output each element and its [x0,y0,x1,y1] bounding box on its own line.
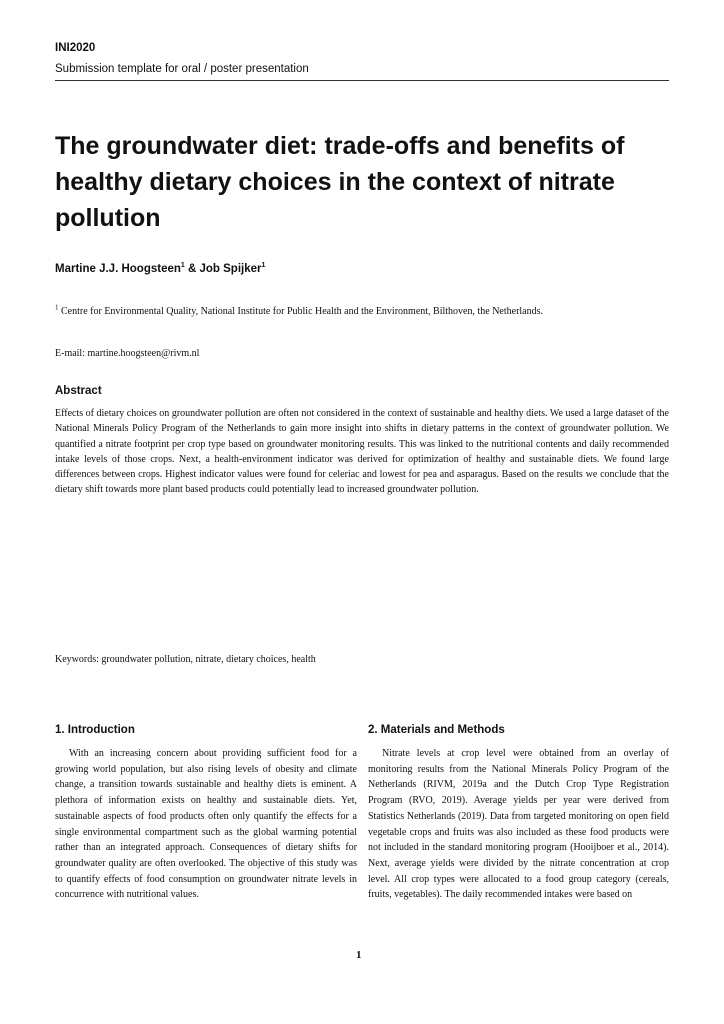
header-divider [55,80,669,81]
methods-body: Nitrate levels at crop level were obtained from an overlay of monitoring results from the National Minerals Policy Program of the Netherlands (RIVM, 2019a and the Dutch Crop Type Registration Program (RVO, 2019). Average yields per year were derived from Statistics Netherlands (2019). Data from targeted monitoring on open field vegetable crops and fruits was also included as these food products were not included in the standard monitoring program (Hooijboer et al., 2014). Next, average yields were divided by the nitrate concentration at crop level. All crop types were allocated to a food group category (cereals, fruits, vegetables). The daily recommended intakes were based on [368,748,669,901]
abstract-body: Effects of dietary choices on groundwater pollution are often not considered in the context of sustainable and healthy diets. We used a large dataset of the National Minerals Policy Program of the Netherlands to gain more insight into shifts in dietary patterns in the context of groundwater pollution. We quantified a nitrate footprint per crop type based on groundwater monitoring results. This was linked to the nutritional contents and daily recommended intake levels of those crops. Next, a health-environment indicator was derived for optimization of healthy and sustainable diets. We found large differences between crops. Highest indicator values were found for celeriac and lowest for pea and asparagus. Based on the results we conclude that the dietary shift towards more plant based products could potentially lead to increased groundwater pollution. [55,408,669,496]
page-number: 1 [356,949,362,961]
affiliation-text: Centre for Environmental Quality, National Institute for Public Health and the Environment, Bilthoven, the Netherlands. [61,306,544,317]
author-line [55,263,265,275]
abstract-heading: Abstract [55,385,102,397]
affiliation-mark: 1 [55,303,59,312]
author-1-affiliation-mark: 1 [180,262,185,270]
introduction-heading: 1. Introduction [55,724,135,736]
contact-email: E-mail: martine.hoogsteen@rivm.nl [55,348,200,359]
template-subtitle: Submission template for oral / poster presentation [55,63,309,75]
paper-title: The groundwater diet: trade-offs and benefits of healthy dietary choices in the context of nitrate pollution [55,132,625,232]
keywords: Keywords: groundwater pollution, nitrate, dietary choices, health [55,654,316,665]
author-1-name: Martine J.J. Hoogsteen [55,263,181,275]
author-separator: & [184,263,200,275]
author-2-name: Job Spijker [199,263,262,275]
introduction-body: With an increasing concern about providing sufficient food for a growing world population, but also rising levels of obesity and climate change, a transition towards sustainable and healthy diets is eminent. A plethora of information exists on healthy and sustainable diets. Yet, sustainable aspects of food products often only quantify the effects for a single environmental compartment such as the global warming potential rather than an integrated approach. Consequences of dietary shifts for groundwater quality are often overlooked. The objective of this study was to quantify effects of food consumption on groundwater nitrate levels in concurrence with nutritional values. [55,748,357,901]
methods-heading: 2. Materials and Methods [368,724,505,736]
affiliation [55,304,655,320]
author-2-affiliation-mark: 1 [261,262,266,270]
conference-label: INI2020 [55,42,96,54]
